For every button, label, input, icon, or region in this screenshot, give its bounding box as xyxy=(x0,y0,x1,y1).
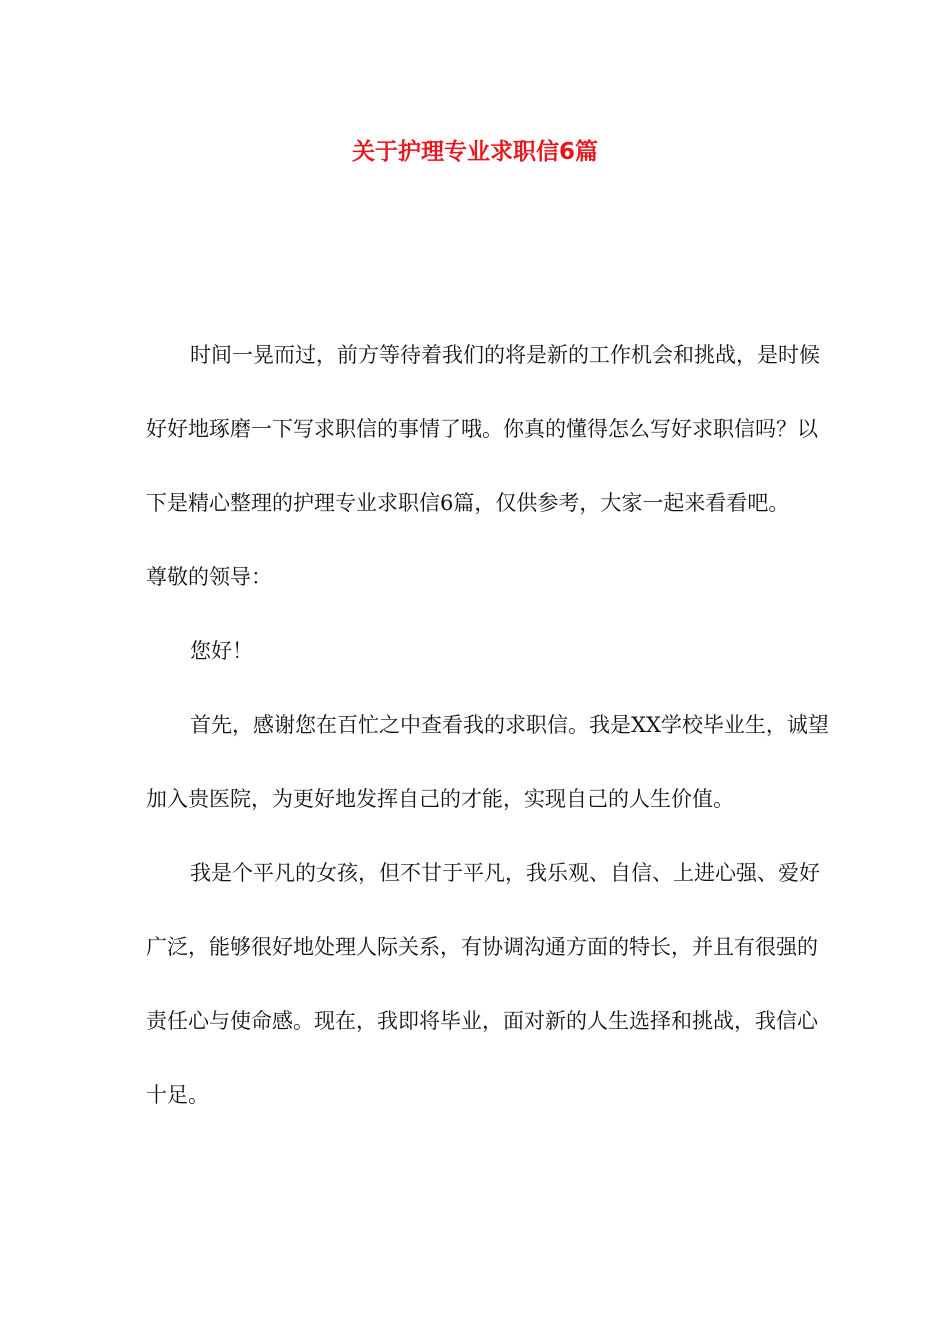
body-paragraph-2: 我是个平凡的女孩，但不甘于平凡，我乐观、自信、上进心强、爱好广泛，能够很好地处理人际关系，有协调沟通方面的特长，并且有很强的责任心与使命感。现在，我即将毕业，面对新的人生选择和挑战，我信心十足。 xyxy=(146,861,820,1107)
document-title: 关于护理专业求职信6篇 xyxy=(351,139,598,165)
greeting: 您好！ xyxy=(190,639,253,663)
body-paragraph-1: 首先，感谢您在百忙之中查看我的求职信。我是XX学校毕业生，诚望加入贵医院，为更好地发挥自己的才能，实现自己的人生价值。 xyxy=(146,713,829,811)
intro-paragraph: 时间一晃而过，前方等待着我们的将是新的工作机会和挑战，是时候好好地琢磨一下写求职信的事情了哦。你真的懂得怎么写好求职信吗？以下是精心整理的护理专业求职信6篇，仅供参考，大家一起来看看吧。 xyxy=(146,343,820,515)
salutation: 尊敬的领导： xyxy=(146,565,272,589)
document-body xyxy=(146,318,832,1132)
